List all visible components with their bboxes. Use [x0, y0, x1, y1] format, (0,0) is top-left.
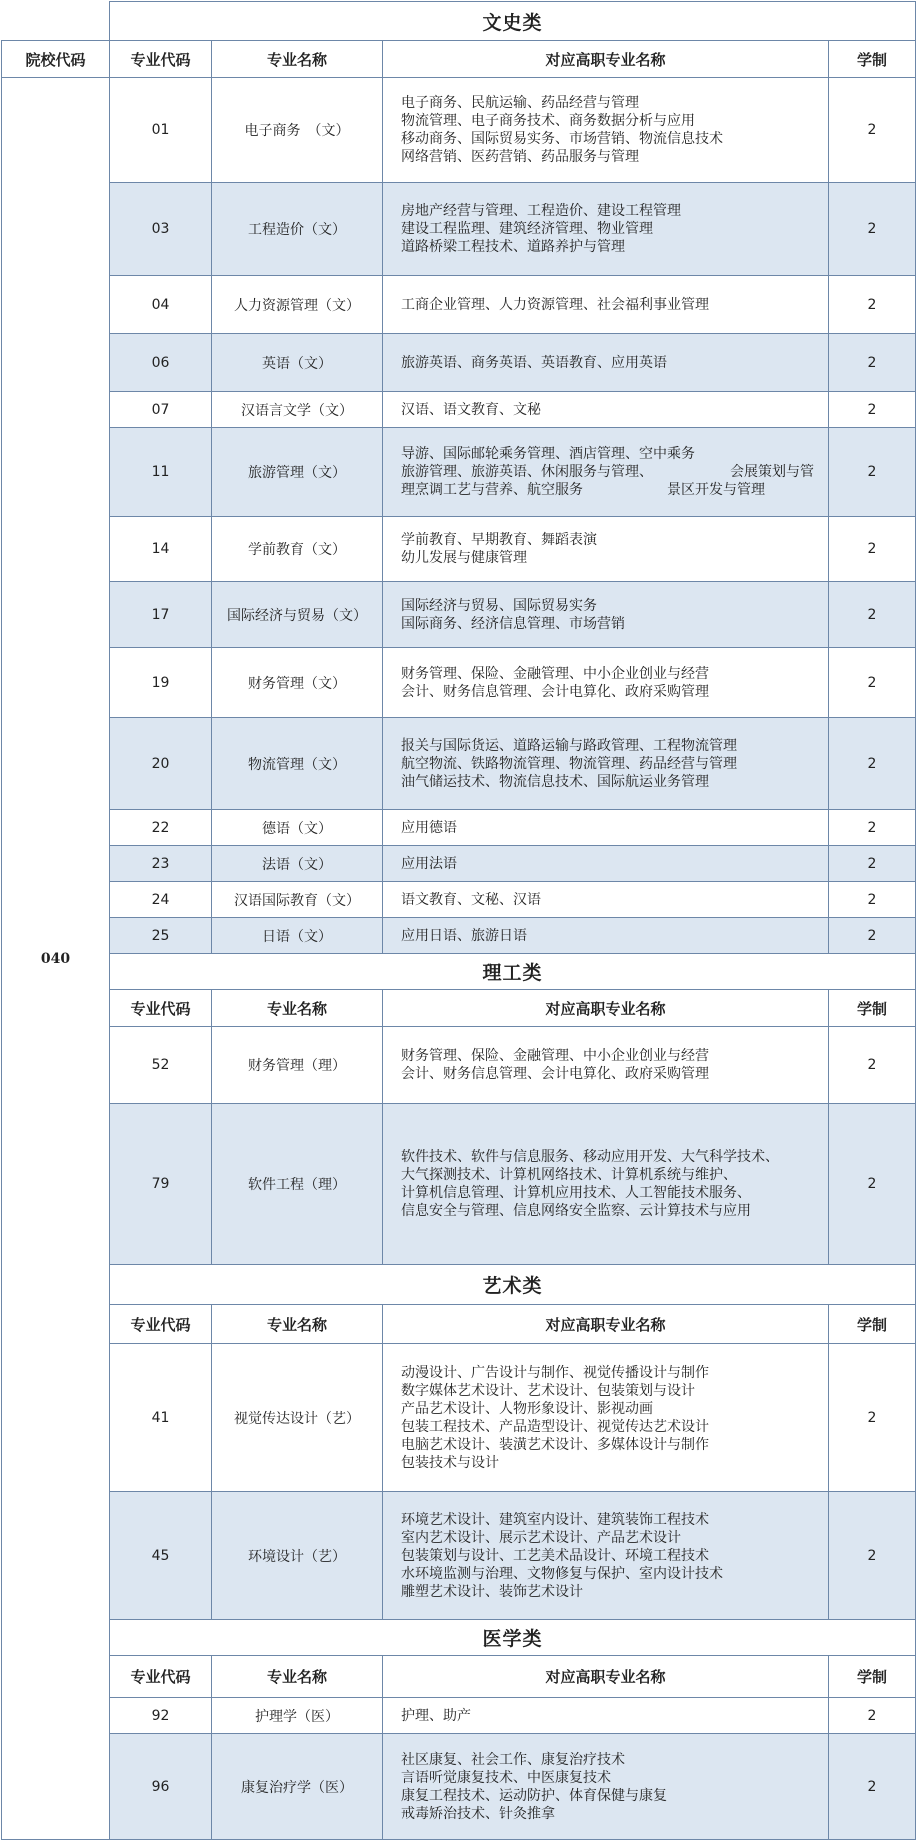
related-majors: 应用日语、旅游日语 — [383, 918, 829, 954]
study-duration: 2 — [829, 78, 916, 183]
table-row — [2, 1734, 916, 1840]
column-header-desc: 对应高职专业名称 — [383, 990, 829, 1027]
table-row — [2, 517, 916, 582]
column-header-code: 专业代码 — [110, 990, 212, 1027]
related-majors: 汉语、语文教育、文秘 — [383, 392, 829, 428]
study-duration: 2 — [829, 428, 916, 517]
table-row — [2, 882, 916, 918]
table-row — [2, 918, 916, 954]
study-duration: 2 — [829, 1104, 916, 1265]
section-title: 理工类 — [110, 954, 916, 990]
major-code: 79 — [110, 1104, 212, 1265]
table-row — [2, 810, 916, 846]
column-header-name: 专业名称 — [212, 990, 383, 1027]
major-name: 财务管理（理） — [212, 1027, 383, 1104]
major-name: 国际经济与贸易（文） — [212, 582, 383, 648]
major-name: 康复治疗学（医） — [212, 1734, 383, 1840]
major-code: 41 — [110, 1344, 212, 1492]
study-duration: 2 — [829, 648, 916, 718]
major-name: 视觉传达设计（艺） — [212, 1344, 383, 1492]
major-name: 学前教育（文） — [212, 517, 383, 582]
section-title-row — [2, 954, 916, 990]
column-header-duration: 学制 — [829, 41, 916, 78]
related-majors: 社区康复、社会工作、康复治疗技术 言语听觉康复技术、中医康复技术 康复工程技术、运动防护、体育保健与康复 戒毒矫治技术、针灸推拿 — [383, 1734, 829, 1840]
major-code: 14 — [110, 517, 212, 582]
column-header-name: 专业名称 — [212, 41, 383, 78]
column-header-code: 专业代码 — [110, 41, 212, 78]
program-table — [1, 1, 916, 1840]
major-code: 92 — [110, 1698, 212, 1734]
related-majors: 软件技术、软件与信息服务、移动应用开发、大气科学技术、 大气探测技术、计算机网络技术、计算机系统与维护、 计算机信息管理、计算机应用技术、人工智能技术服务、 信息安全与管理、信息网络安全监察、云计算技术与应用 — [383, 1104, 829, 1265]
major-name: 护理学（医） — [212, 1698, 383, 1734]
major-name: 英语（文） — [212, 334, 383, 392]
section-title-row — [2, 1620, 916, 1656]
study-duration: 2 — [829, 810, 916, 846]
section-title-row — [2, 1265, 916, 1305]
column-header-name: 专业名称 — [212, 1305, 383, 1344]
related-majors: 工商企业管理、人力资源管理、社会福利事业管理 — [383, 276, 829, 334]
section-title: 艺术类 — [110, 1265, 916, 1305]
related-majors: 电子商务、民航运输、药品经营与管理 物流管理、电子商务技术、商务数据分析与应用 移动商务、国际贸易实务、市场营销、物流信息技术 网络营销、医药营销、药品服务与管理 — [383, 78, 829, 183]
major-name: 人力资源管理（文） — [212, 276, 383, 334]
major-name: 法语（文） — [212, 846, 383, 882]
section-title: 文史类 — [110, 2, 916, 41]
program-table-body — [2, 2, 916, 1840]
table-row — [2, 1492, 916, 1620]
major-name: 物流管理（文） — [212, 718, 383, 810]
major-name: 电子商务 （文） — [212, 78, 383, 183]
related-majors: 学前教育、早期教育、舞蹈表演 幼儿发展与健康管理 — [383, 517, 829, 582]
table-row — [2, 1027, 916, 1104]
major-name: 环境设计（艺） — [212, 1492, 383, 1620]
related-majors: 护理、助产 — [383, 1698, 829, 1734]
related-majors: 应用法语 — [383, 846, 829, 882]
column-header-code: 专业代码 — [110, 1656, 212, 1698]
major-code: 06 — [110, 334, 212, 392]
table-row — [2, 648, 916, 718]
study-duration: 2 — [829, 1698, 916, 1734]
table-row — [2, 334, 916, 392]
column-header-row — [2, 1305, 916, 1344]
table-row — [2, 1698, 916, 1734]
major-code: 03 — [110, 183, 212, 276]
study-duration: 2 — [829, 1344, 916, 1492]
study-duration: 2 — [829, 1492, 916, 1620]
column-header-row — [2, 990, 916, 1027]
major-name: 软件工程（理） — [212, 1104, 383, 1265]
major-code: 20 — [110, 718, 212, 810]
related-majors: 导游、国际邮轮乘务管理、酒店管理、空中乘务 旅游管理、旅游英语、休闲服务与管理、 会展策划与管理烹调工艺与营养、航空服务 景区开发与管理 — [383, 428, 829, 517]
major-name: 德语（文） — [212, 810, 383, 846]
major-code: 24 — [110, 882, 212, 918]
related-majors: 报关与国际货运、道路运输与路政管理、工程物流管理 航空物流、铁路物流管理、物流管理、药品经营与管理 油气储运技术、物流信息技术、国际航运业务管理 — [383, 718, 829, 810]
section-title-row — [2, 2, 916, 41]
study-duration: 2 — [829, 918, 916, 954]
related-majors: 语文教育、文秘、汉语 — [383, 882, 829, 918]
blank-corner-cell — [2, 2, 110, 41]
table-row — [2, 392, 916, 428]
major-code: 19 — [110, 648, 212, 718]
related-majors: 财务管理、保险、金融管理、中小企业创业与经营 会计、财务信息管理、会计电算化、政府采购管理 — [383, 1027, 829, 1104]
major-name: 日语（文） — [212, 918, 383, 954]
column-header-desc: 对应高职专业名称 — [383, 41, 829, 78]
study-duration: 2 — [829, 334, 916, 392]
table-row — [2, 582, 916, 648]
major-code: 45 — [110, 1492, 212, 1620]
study-duration: 2 — [829, 1734, 916, 1840]
major-name: 汉语言文学（文） — [212, 392, 383, 428]
column-header-row — [2, 41, 916, 78]
major-code: 07 — [110, 392, 212, 428]
study-duration: 2 — [829, 183, 916, 276]
major-name: 财务管理（文） — [212, 648, 383, 718]
school-code-header: 院校代码 — [2, 41, 110, 78]
related-majors: 环境艺术设计、建筑室内设计、建筑装饰工程技术 室内艺术设计、展示艺术设计、产品艺术设计 包装策划与设计、工艺美术品设计、环境工程技术 水环境监测与治理、文物修复与保护、室内设计技术 雕塑艺术设计、装饰艺术设计 — [383, 1492, 829, 1620]
column-header-duration: 学制 — [829, 1656, 916, 1698]
column-header-code: 专业代码 — [110, 1305, 212, 1344]
major-name: 工程造价（文） — [212, 183, 383, 276]
major-code: 96 — [110, 1734, 212, 1840]
study-duration: 2 — [829, 582, 916, 648]
table-row — [2, 1344, 916, 1492]
related-majors: 财务管理、保险、金融管理、中小企业创业与经营 会计、财务信息管理、会计电算化、政府采购管理 — [383, 648, 829, 718]
study-duration: 2 — [829, 1027, 916, 1104]
column-header-duration: 学制 — [829, 1305, 916, 1344]
table-row — [2, 183, 916, 276]
column-header-row — [2, 1656, 916, 1698]
major-code: 17 — [110, 582, 212, 648]
study-duration: 2 — [829, 882, 916, 918]
major-name: 汉语国际教育（文） — [212, 882, 383, 918]
related-majors: 动漫设计、广告设计与制作、视觉传播设计与制作 数字媒体艺术设计、艺术设计、包装策划与设计 产品艺术设计、人物形象设计、影视动画 包装工程技术、产品造型设计、视觉传达艺术设计 电脑艺术设计、装潢艺术设计、多媒体设计与制作 包装技术与设计 — [383, 1344, 829, 1492]
table-row — [2, 1104, 916, 1265]
major-code: 01 — [110, 78, 212, 183]
study-duration: 2 — [829, 517, 916, 582]
study-duration: 2 — [829, 276, 916, 334]
column-header-desc: 对应高职专业名称 — [383, 1656, 829, 1698]
school-code: 040 — [2, 78, 110, 1840]
column-header-duration: 学制 — [829, 990, 916, 1027]
table-row — [2, 718, 916, 810]
study-duration: 2 — [829, 846, 916, 882]
major-code: 04 — [110, 276, 212, 334]
related-majors: 旅游英语、商务英语、英语教育、应用英语 — [383, 334, 829, 392]
study-duration: 2 — [829, 718, 916, 810]
related-majors: 房地产经营与管理、工程造价、建设工程管理 建设工程监理、建筑经济管理、物业管理 道路桥梁工程技术、道路养护与管理 — [383, 183, 829, 276]
major-code: 52 — [110, 1027, 212, 1104]
table-row — [2, 276, 916, 334]
major-name: 旅游管理（文） — [212, 428, 383, 517]
related-majors: 应用德语 — [383, 810, 829, 846]
table-row — [2, 78, 916, 183]
related-majors: 国际经济与贸易、国际贸易实务 国际商务、经济信息管理、市场营销 — [383, 582, 829, 648]
table-row — [2, 428, 916, 517]
column-header-name: 专业名称 — [212, 1656, 383, 1698]
column-header-desc: 对应高职专业名称 — [383, 1305, 829, 1344]
major-code: 25 — [110, 918, 212, 954]
major-code: 22 — [110, 810, 212, 846]
table-row — [2, 846, 916, 882]
section-title: 医学类 — [110, 1620, 916, 1656]
major-code: 23 — [110, 846, 212, 882]
major-code: 11 — [110, 428, 212, 517]
study-duration: 2 — [829, 392, 916, 428]
